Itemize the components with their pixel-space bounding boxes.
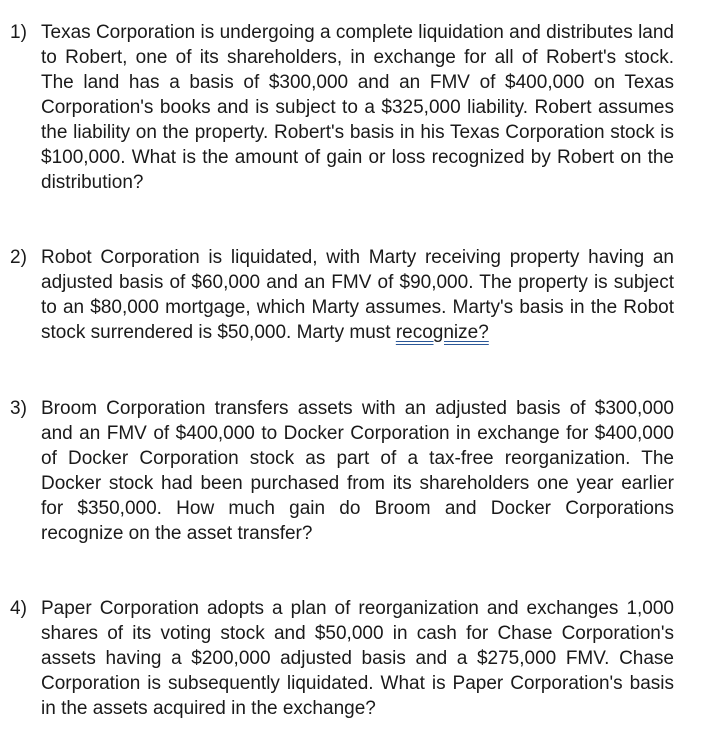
question-text-main: Robot Corporation is liquidated, with Marty receiving property having an adjusted basis of $60,000 and an FMV of $90,000. The property is subject to an $80,000 mortgage, which Marty assumes. Marty's basis in the Robot stock surrendered is $50,000. Marty must xyxy=(41,247,674,343)
question-number: 2) xyxy=(10,247,27,268)
question-number: 4) xyxy=(10,598,27,619)
question-text xyxy=(41,245,674,345)
question-text: Texas Corporation is undergoing a complete liquidation and distributes land to Robert, one of its shareholders, in exchange for all of Robert's stock. The land has a basis of $300,000 and an FMV of $400,000 on Texas Corporation's books and is subject to a $325,000 liability. Robert assumes the liability on the property. Robert's basis in his Texas Corporation stock is $100,000. What is the amount of gain or loss recognized by Robert on the distribution? xyxy=(41,22,674,193)
question-text: Broom Corporation transfers assets with an adjusted basis of $300,000 and an FMV of $400,000 to Docker Corporation in exchange for $400,000 of Docker Corporation stock as part of a tax-free reorganization. The Docker stock had been purchased from its shareholders one year earlier for $350,000. How much gain do Broom and Docker Corporations recognize on the asset transfer? xyxy=(41,398,674,544)
question-text: Paper Corporation adopts a plan of reorganization and exchanges 1,000 shares of its voting stock and $50,000 in cash for Chase Corporation's assets having a $200,000 adjusted basis and a $275,000 FMV. Chase Corporation is subsequently liquidated. What is Paper Corporation's basis in the assets acquired in the exchange? xyxy=(41,598,674,719)
question-2 xyxy=(10,245,674,345)
spellcheck-underlined-word: recognize? xyxy=(395,322,489,343)
question-3 xyxy=(10,396,674,546)
question-number: 1) xyxy=(10,22,27,43)
question-number: 3) xyxy=(10,398,27,419)
question-1 xyxy=(10,20,674,195)
question-4 xyxy=(10,596,674,721)
